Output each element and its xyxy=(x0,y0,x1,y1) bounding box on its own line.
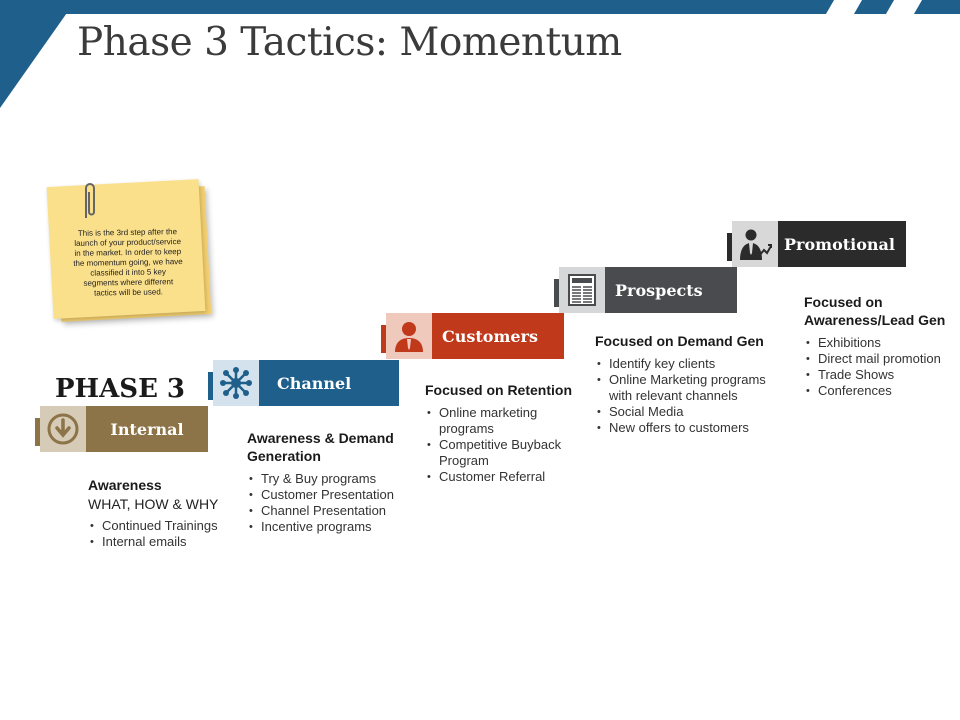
bullet-list xyxy=(804,335,956,399)
step-label: Channel xyxy=(259,360,399,406)
step-internal xyxy=(40,406,208,452)
paperclip-icon xyxy=(80,180,100,222)
column-heading: Focused on Retention xyxy=(425,382,572,398)
list-item: • Customer Presentation xyxy=(247,487,407,503)
sticky-note-text: This is the 3rd step after the launch of your product/service in the market. In order to keep the momentum going, we have classified it into 5 key segments where different tactics will be used. xyxy=(73,227,183,298)
download-circle-icon xyxy=(40,406,86,452)
bullet-list xyxy=(247,471,407,535)
business-person-icon xyxy=(386,313,432,359)
column-heading: Awareness xyxy=(88,477,162,493)
list-item: • Online marketing programs xyxy=(425,405,590,437)
step-channel xyxy=(213,360,399,406)
column-promotional xyxy=(804,293,956,399)
column-channel xyxy=(247,429,407,535)
step-customers xyxy=(386,313,564,359)
list-item: • Internal emails xyxy=(88,534,238,550)
list-item: • Direct mail promotion xyxy=(804,351,956,367)
phase-label: PHASE 3 xyxy=(55,374,186,404)
list-item: • New offers to customers xyxy=(595,420,790,436)
column-customers xyxy=(425,381,590,485)
list-item: • Trade Shows xyxy=(804,367,956,383)
list-item: • Exhibitions xyxy=(804,335,956,351)
page-title: Phase 3 Tactics: Momentum xyxy=(77,20,622,65)
corner-triangle xyxy=(0,0,76,108)
presenter-chart-icon xyxy=(732,221,778,267)
step-label: Customers xyxy=(432,313,564,359)
list-item: • Incentive programs xyxy=(247,519,407,535)
newspaper-icon xyxy=(559,267,605,313)
list-item: • Customer Referral xyxy=(425,469,590,485)
list-item: • Conferences xyxy=(804,383,956,399)
list-item: • Channel Presentation xyxy=(247,503,407,519)
step-label: Internal xyxy=(86,406,208,452)
step-label: Prospects xyxy=(605,267,737,313)
bullet-list xyxy=(425,405,590,485)
header-bar xyxy=(0,0,960,14)
column-heading: Awareness & Demand Generation xyxy=(247,430,394,464)
list-item: • Online Marketing programs with relevant channels xyxy=(595,372,790,404)
step-label: Promotional xyxy=(778,221,906,267)
list-item: • Identify key clients xyxy=(595,356,790,372)
step-promotional xyxy=(732,221,906,267)
column-heading: Focused on Demand Gen xyxy=(595,333,764,349)
column-heading: Focused on Awareness/Lead Gen xyxy=(804,294,946,328)
column-internal xyxy=(88,476,238,550)
bullet-list xyxy=(595,356,790,436)
column-prospects xyxy=(595,332,790,436)
list-item: • Continued Trainings xyxy=(88,518,238,534)
list-item: • Try & Buy programs xyxy=(247,471,407,487)
bullet-list xyxy=(88,518,238,550)
step-prospects xyxy=(559,267,737,313)
network-hub-icon xyxy=(213,360,259,406)
column-subheading: WHAT, HOW & WHY xyxy=(88,496,219,512)
list-item: • Competitive Buyback Program xyxy=(425,437,590,469)
list-item: • Social Media xyxy=(595,404,790,420)
